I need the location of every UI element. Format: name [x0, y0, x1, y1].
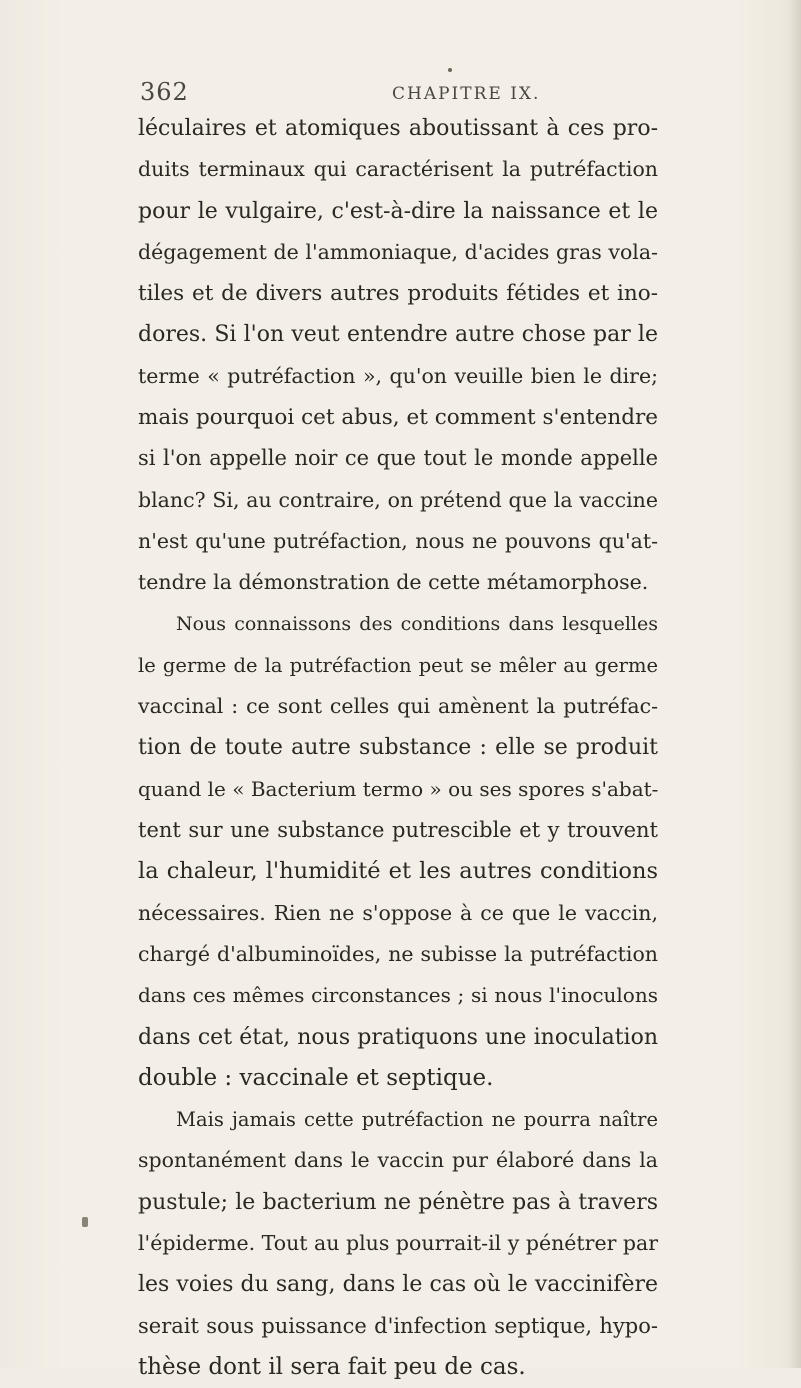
text-line: chargé d'albuminoïdes, ne subisse la putréfaction: [138, 941, 658, 966]
text-line: dans ces mêmes circonstances ; si nous l'inoculons: [138, 983, 658, 1008]
text-line: spontanément dans le vaccin pur élaboré dans la: [138, 1148, 658, 1173]
text-line: dégagement de l'ammoniaque, d'acides gras vola-: [138, 239, 658, 264]
text-line: n'est qu'une putréfaction, nous ne pouvons qu'at-: [138, 528, 658, 553]
text-line: quand le « Bacterium termo » ou ses spores s'abat-: [138, 776, 658, 801]
page-edge-shadow: [787, 0, 801, 1368]
text-line: Mais jamais cette putréfaction ne pourra naître: [176, 1108, 658, 1132]
running-head: CHAPITRE IX.: [392, 84, 541, 104]
margin-mark: [82, 1217, 88, 1227]
text-line: si l'on appelle noir ce que tout le monde appelle: [138, 446, 658, 471]
text-line: terme « putréfaction », qu'on veuille bien le dire;: [138, 363, 658, 388]
text-line: le germe de la putréfaction peut se mêler au germe: [138, 653, 658, 677]
text-line: les voies du sang, dans le cas où le vaccinifère: [138, 1272, 658, 1298]
page-number: 362: [140, 78, 189, 106]
text-line: tendre la démonstration de cette métamorphose.: [138, 570, 649, 595]
text-line: thèse dont il sera fait peu de cas.: [138, 1353, 526, 1380]
text-line: dans cet état, nous pratiquons une inoculation: [138, 1024, 658, 1050]
text-line: tion de toute autre substance : elle se produit: [138, 735, 658, 761]
text-line: la chaleur, l'humidité et les autres conditions: [138, 858, 658, 885]
body-text: [138, 108, 658, 1388]
text-line: léculaires et atomiques aboutissant à ces pro-: [138, 116, 658, 141]
text-line: tent sur une substance putrescible et y trouvent: [138, 818, 658, 843]
text-line: nécessaires. Rien ne s'oppose à ce que le vaccin,: [138, 900, 658, 925]
text-line: duits terminaux qui caractérisent la putréfaction: [138, 157, 658, 182]
print-speck: [448, 68, 452, 72]
text-line: vaccinal : ce sont celles qui amènent la putréfac-: [138, 694, 658, 719]
text-line: blanc? Si, au contraire, on prétend que la vaccine: [138, 487, 658, 512]
text-line: l'épiderme. Tout au plus pourrait-il y pénétrer par: [138, 1231, 658, 1256]
text-line: serait sous puissance d'infection septique, hypo-: [138, 1313, 658, 1338]
text-line: pour le vulgaire, c'est-à-dire la naissance et le: [138, 198, 658, 224]
text-line: dores. Si l'on veut entendre autre chose par le: [138, 322, 658, 348]
text-line: double : vaccinale et septique.: [138, 1064, 494, 1091]
text-line: pustule; le bacterium ne pénètre pas à travers: [138, 1189, 658, 1215]
text-line: Nous connaissons des conditions dans lesquelles: [176, 612, 658, 635]
text-line: mais pourquoi cet abus, et comment s'entendre: [138, 405, 658, 431]
text-line: tiles et de divers autres produits fétides et ino-: [138, 281, 658, 307]
